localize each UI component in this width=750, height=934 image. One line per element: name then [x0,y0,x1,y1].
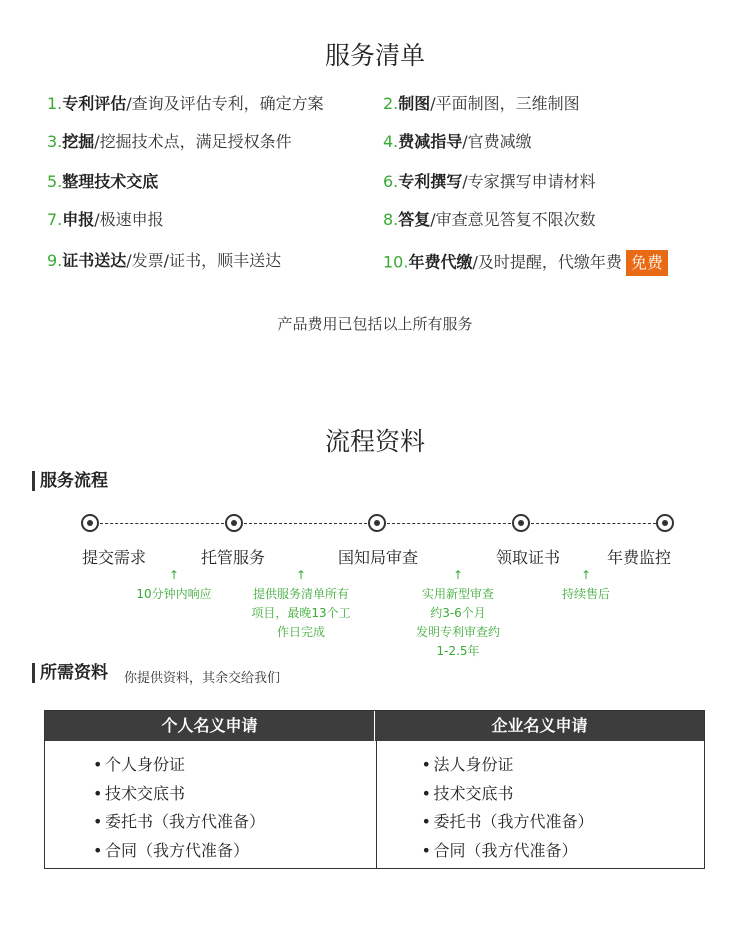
step-label: 托管服务 [200,548,266,567]
header-personal: 个人名义申请 [45,711,375,741]
service-item [47,93,324,115]
service-list-title: 服务清单 [324,41,425,70]
item-number: 5. [47,172,63,191]
step-label: 国知局审查 [337,548,419,567]
flow-node [225,514,243,532]
step-note: ↑ 提供服务清单所有 项目，最晚13个工 作日完成 [241,566,361,642]
list-item: • 技术交底书 [422,780,705,809]
item-name: 证书送达 [62,251,127,270]
flow-connector [244,523,367,524]
item-desc: /官费减缴 [462,132,532,151]
item-name: 挖掘 [62,132,95,151]
arrow-up-icon: ↑ [168,568,180,582]
item-number: 4. [383,132,399,151]
step-note: ↑ 实用新型审查 约3-6个月 发明专利审查约 1-2.5年 [403,566,513,661]
flow-node [81,514,99,532]
flow-connector [531,523,656,524]
service-item [47,171,158,193]
item-name: 年费代缴 [408,252,473,272]
item-name: 整理技术交底 [62,172,159,191]
item-desc: /挖掘技术点，满足授权条件 [94,132,292,151]
item-name: 专利评估 [62,94,127,113]
item-name: 专利撰写 [398,172,463,191]
item-desc: /及时提醒，代缴年费 [472,252,622,272]
docs-table-body [45,741,704,868]
service-item [383,131,532,153]
item-name: 答复 [398,210,431,229]
list-item: • 合同（我方代准备） [93,837,376,866]
header-enterprise: 企业名义申请 [491,716,588,735]
flow-node [368,514,386,532]
docs-heading: 所需资料 [32,663,108,683]
step-label: 提交需求 [81,548,147,567]
arrow-up-icon: ↑ [452,568,464,582]
item-desc: /专家撰写申请材料 [462,172,596,191]
docs-table-header [45,711,704,741]
item-desc: /查询及评估专利，确定方案 [126,94,324,113]
step-note: ↑ 10分钟内响应 [136,568,212,601]
list-item: • 法人身份证 [422,751,705,780]
service-item [47,131,292,153]
list-item: • 个人身份证 [93,751,376,780]
price-note: 产品费用已包括以上所有服务 [277,315,473,333]
docs-hint: 你提供资料，其余交给我们 [124,671,281,686]
item-number: 6. [383,172,399,191]
list-item: • 委托书（我方代准备） [422,808,705,837]
list-item: • 技术交底书 [93,780,376,809]
service-item [47,250,281,272]
list-item: • 合同（我方代准备） [422,837,705,866]
personal-docs-list [45,741,377,868]
flow-connector [387,523,511,524]
step-label: 领取证书 [495,548,561,567]
item-desc: /极速申报 [94,210,164,229]
item-desc: /平面制图，三维制图 [430,94,580,113]
item-number: 1. [47,94,63,113]
item-desc: /发票/证书，顺丰送达 [126,251,282,270]
service-item [47,209,164,231]
flow-heading: 服务流程 [32,471,108,491]
docs-table [44,710,705,869]
service-item [383,93,580,115]
step-label: 年费监控 [606,548,672,567]
item-number: 7. [47,210,63,229]
process-title: 流程资料 [324,427,425,456]
list-item: • 委托书（我方代准备） [93,808,376,837]
item-name: 申报 [62,210,95,229]
item-number: 10. [383,252,409,272]
arrow-up-icon: ↑ [580,568,592,582]
item-number: 3. [47,132,63,151]
arrow-up-icon: ↑ [295,568,307,582]
item-name: 费减指导 [398,132,463,151]
service-item [383,250,668,272]
flow-node [656,514,674,532]
item-number: 9. [47,251,63,270]
step-note: ↑ 持续售后 [561,568,611,601]
free-badge: 免费 [626,250,668,276]
item-desc: /审查意见答复不限次数 [430,210,596,229]
enterprise-docs-list [377,741,705,868]
item-name: 制图 [398,94,431,113]
service-item [383,209,596,231]
flow-connector [100,523,224,524]
item-number: 2. [383,94,399,113]
item-number: 8. [383,210,399,229]
flow-node [512,514,530,532]
service-item [383,171,596,193]
